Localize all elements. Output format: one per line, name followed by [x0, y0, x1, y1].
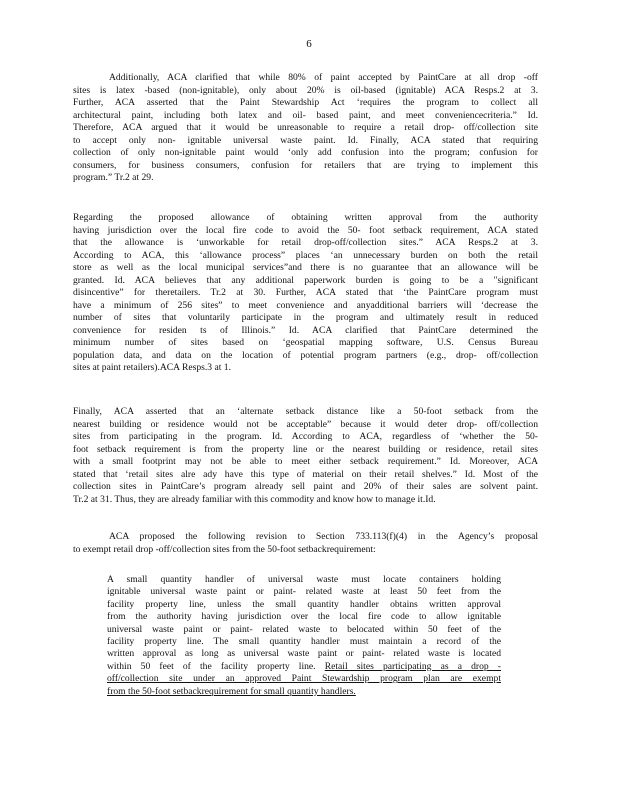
text-line: minimum number of sites based on ‘geospatial mapping software, U.S. Census Bureau	[73, 337, 538, 348]
text-line: ACA proposed the following revision to Section 733.113(f)(4) in the Agency’s proposal	[109, 531, 538, 542]
quote-line: from the authority having jurisdiction over the local fire code to allow ignitable	[107, 611, 501, 623]
text-line: According to ACA, this ‘allowance process” places ‘an unnecessary burden on both the retail	[73, 249, 538, 261]
quote-line: written approval as long as universal waste paint or paint- related waste is located	[107, 648, 501, 660]
text-line: number of sites that voluntarily participate in the program and ultimately result in reduced	[73, 312, 538, 323]
text-line: have a minimum of 256 sites” to meet convenience and anyadditional barriers will ‘decrease the	[73, 299, 538, 311]
quote-line: ignitable universal waste paint or paint- related waste at least 50 feet from the	[107, 586, 501, 598]
quote-line-mixed	[107, 661, 501, 673]
text-line: granted. Id. ACA believes that any additional paperwork burden is going to be a "significant	[73, 274, 538, 286]
paragraph-finally	[73, 406, 538, 506]
text-line: consumers, for business consumers, confusion for retailers that are trying to implement this	[73, 159, 538, 171]
paragraph-additionally	[73, 72, 538, 185]
text-line: collection of only non-ignitable paint would ‘only add confusion into the program; confusion for	[73, 147, 538, 158]
text-line: population data, and data on the location of potential program partners (e.g., drop- off/collection	[73, 349, 538, 361]
text-line: store as well as the local municipal services”and there is no guarantee that an allowance will be	[73, 262, 538, 273]
text-line: with a small footprint may not be able to meet either setback requirement.” Id. Moreover, ACA	[73, 456, 538, 467]
inserted-text: Retail sites participating as a drop -	[324, 660, 501, 672]
quote-line: universal waste paint or paint- related waste to belocated within 50 feet of the	[107, 623, 501, 635]
quote-line: facility property line. The small quantity handler must maintain a record of the	[107, 636, 501, 648]
text-line: sites from participating in the program. Id. According to ACA, regardless of ‘whether the 50-	[73, 431, 538, 442]
text-line: nearest building or residence would not be acceptable” because it would deter drop- off/collection	[73, 418, 538, 430]
text-line: Additionally, ACA clarified that while 80% of paint accepted by PaintCare at all drop -off	[109, 72, 538, 83]
text-line: stated that ‘retail sites alre ady have this type of material on their retail shelves.” Id. Most of the	[73, 468, 538, 480]
text-line: Regarding the proposed allowance of obtaining written approval from the authority	[73, 212, 538, 223]
text-line: sites is latex -based (non-ignitable), only about 20% is oil-based (ignitable) ACA Resps.2 at 3.	[73, 84, 538, 96]
text-line: foot setback requirement is from the property line or the nearest building or residence, retail sites	[73, 443, 538, 455]
inserted-text-line: off/collection site under an approved Paint Stewardship program plan are exempt	[107, 673, 501, 685]
inserted-text-line: from the 50-foot setbackrequirement for small quantity handlers.	[107, 685, 356, 697]
quote-text: within 50 feet of the facility property line.	[107, 660, 325, 672]
page-number: 6	[306, 38, 312, 50]
proposed-revision-quote	[107, 574, 501, 698]
text-line: architectural paint, including both latex and oil- based paint, and meet conveniencecriteria.” Id.	[73, 109, 538, 121]
quote-line: facility property line, unless the small quantity handler obtains written approval	[107, 598, 501, 610]
text-line: having jurisdiction over the local fire code to avoid the 50- foot setback requirement, ACA stated	[73, 224, 538, 236]
text-line: Further, ACA asserted that the Paint Stewardship Act ‘requires the program to collect all	[73, 97, 538, 108]
text-line: to accept only non- ignitable universal waste paint. Id. Finally, ACA stated that requiring	[73, 134, 538, 146]
paragraph-aca-proposed	[73, 531, 538, 556]
text-line: to exempt retail drop -off/collection sites from the 50-foot setbackrequirement:	[73, 543, 376, 555]
text-line: sites at paint retailers).ACA Resps.3 at 1.	[73, 362, 232, 373]
text-line: convenience for residen ts of Illinois.” Id. ACA clarified that PaintCare determined the	[73, 324, 538, 336]
text-line: Finally, ACA asserted that an ‘alternate setback distance like a 50-foot setback from the	[73, 406, 538, 417]
text-line: Tr.2 at 31. Thus, they are already familiar with this commodity and know how to manage it.Id.	[73, 493, 436, 505]
text-line: Therefore, ACA argued that it would be unreasonable to require a retail drop- off/collection site	[73, 122, 538, 133]
text-line: that the allowance is ‘unworkable for retail drop-off/collection sites.” ACA Resps.2 at 3.	[73, 237, 538, 248]
quote-line: A small quantity handler of universal waste must locate containers holding	[107, 574, 501, 585]
text-line: program.” Tr.2 at 29.	[73, 172, 154, 183]
text-line: collection sites in PaintCare’s program already sell paint and 20% of their sales are solvent paint.	[73, 481, 538, 492]
paragraph-regarding	[73, 212, 538, 375]
text-line: disincentive” for theretailers. Tr.2 at 30. Further, ACA stated that ‘the PaintCare program must	[73, 287, 538, 298]
